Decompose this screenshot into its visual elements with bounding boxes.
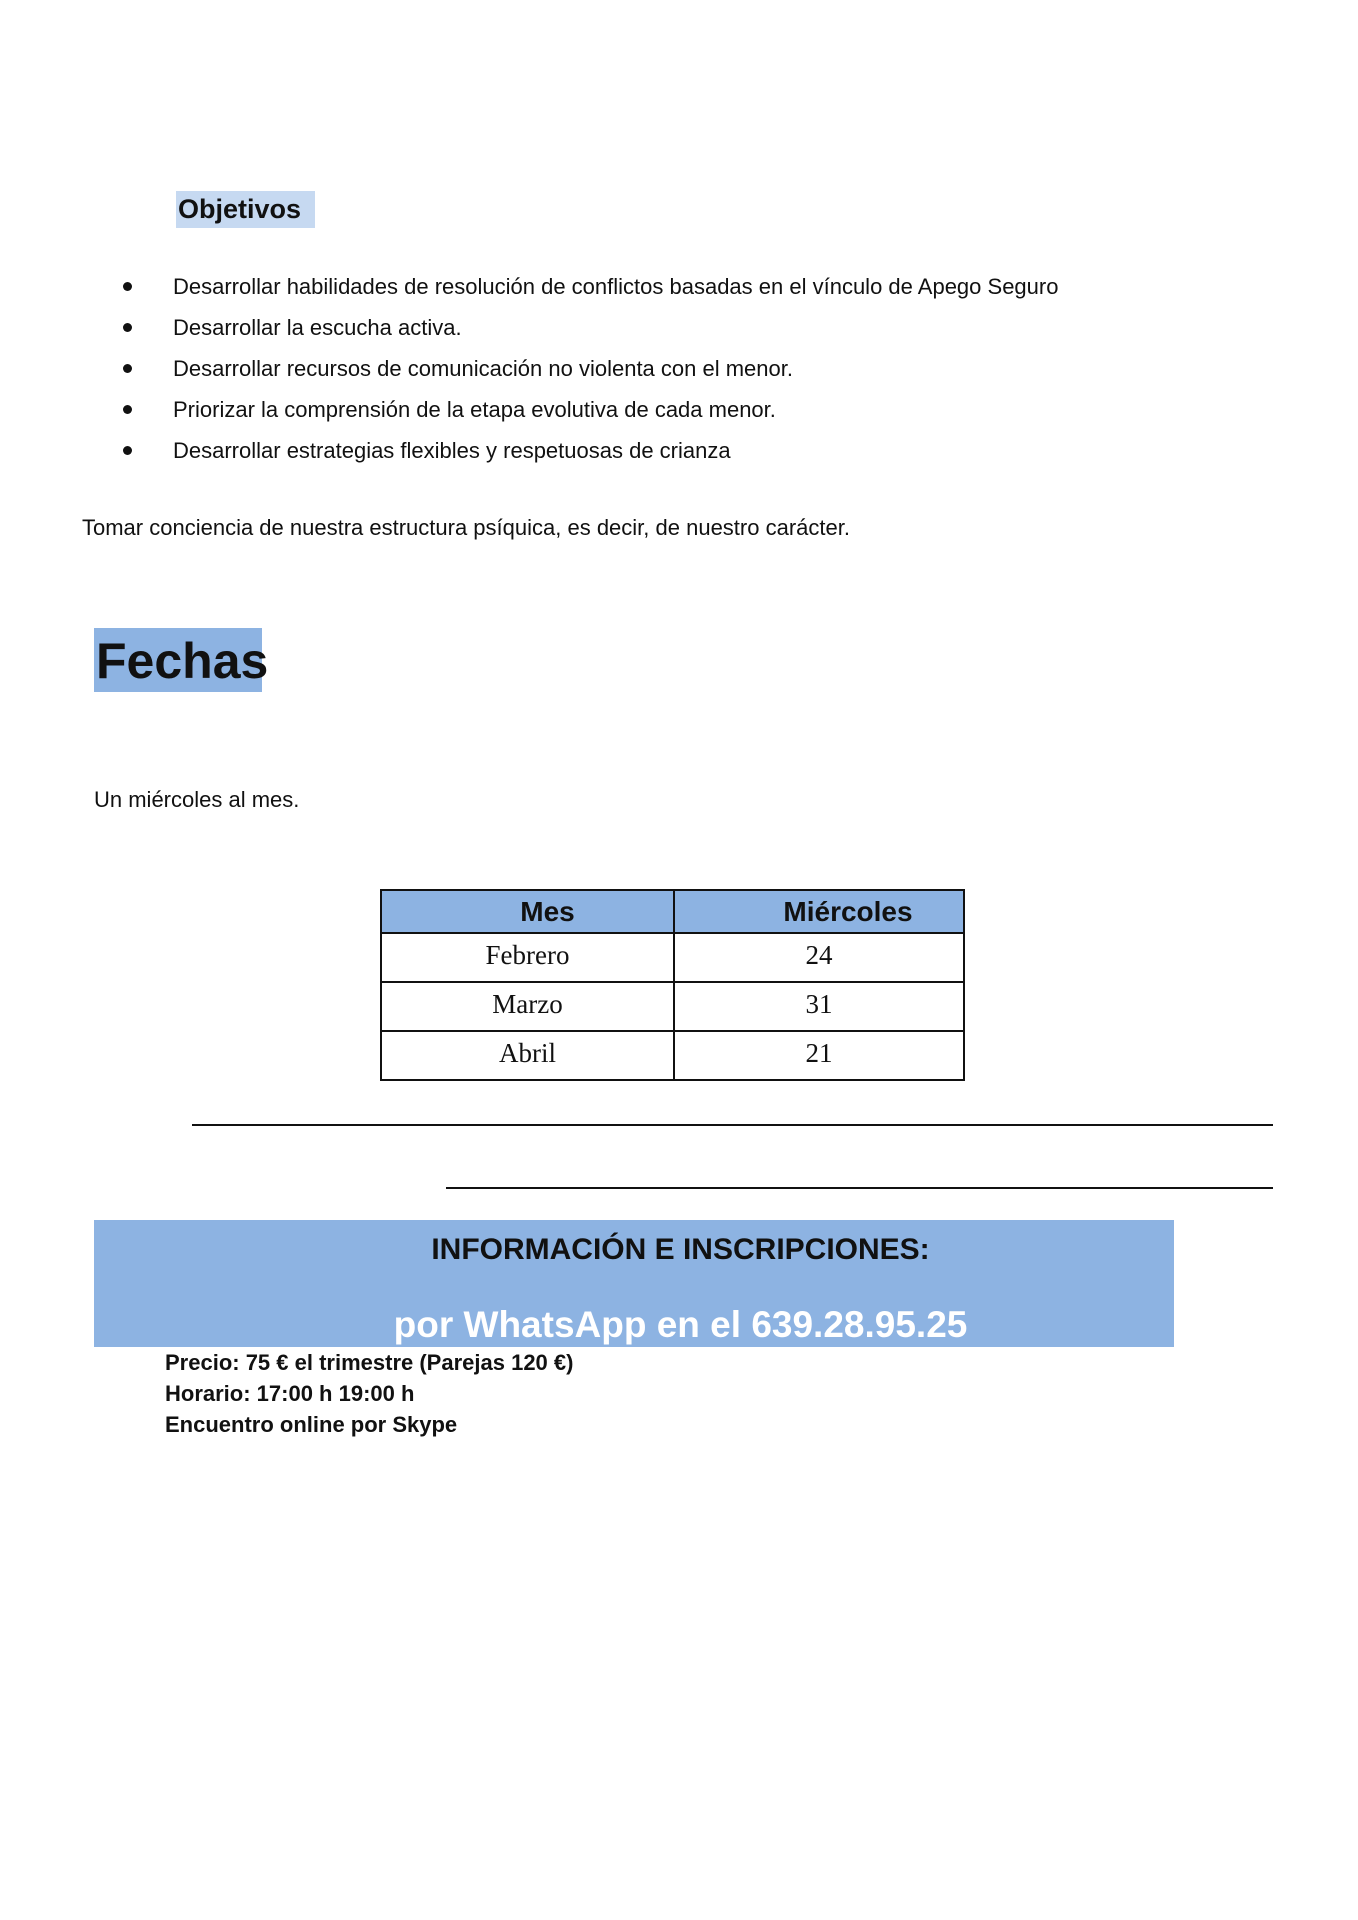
bullet-icon [123, 282, 132, 291]
table-cell-mes: Abril [381, 1031, 674, 1080]
list-item [121, 348, 1058, 389]
table-row [381, 1031, 964, 1080]
bullet-icon [123, 323, 132, 332]
info-title: INFORMACIÓN E INSCRIPCIONES: [431, 1233, 930, 1266]
list-item-text: Desarrollar habilidades de resolución de conflictos basadas en el vínculo de Apego Seguro [173, 274, 1059, 299]
conciencia-paragraph: Tomar conciencia de nuestra estructura psíquica, es decir, de nuestro carácter. [82, 515, 850, 540]
table-header-row [381, 890, 964, 933]
table-row [381, 982, 964, 1031]
details-block [165, 1347, 573, 1440]
objetivos-heading: Objetivos [176, 191, 315, 228]
table-row [381, 933, 964, 982]
precio-text: Precio: 75 € el trimestre (Parejas 120 €) [165, 1350, 574, 1375]
list-item [121, 266, 1058, 307]
divider-line [446, 1187, 1273, 1189]
objetivos-list [121, 266, 1058, 471]
table-cell-mes: Marzo [381, 982, 674, 1031]
column-header-miercoles: Miércoles [674, 890, 964, 933]
fechas-table [380, 889, 965, 1081]
table-cell-mes: Febrero [381, 933, 674, 982]
table-cell-dia: 21 [674, 1031, 964, 1080]
info-banner [94, 1220, 1174, 1347]
whatsapp-contact: por WhatsApp en el 639.28.95.25 [393, 1304, 968, 1345]
list-item-text: Priorizar la comprensión de la etapa evolutiva de cada menor. [173, 397, 776, 422]
fechas-heading: Fechas [94, 628, 262, 692]
column-header-mes: Mes [381, 890, 674, 933]
list-item [121, 430, 1058, 471]
list-item-text: Desarrollar la escucha activa. [173, 315, 462, 340]
encuentro-text: Encuentro online por Skype [165, 1412, 458, 1437]
horario-text: Horario: 17:00 h 19:00 h [165, 1381, 415, 1406]
list-item-text: Desarrollar estrategias flexibles y respetuosas de crianza [173, 438, 731, 463]
fechas-intro: Un miércoles al mes. [94, 787, 300, 812]
divider-line [192, 1124, 1273, 1126]
bullet-icon [123, 446, 132, 455]
table-cell-dia: 31 [674, 982, 964, 1031]
bullet-icon [123, 364, 132, 373]
table-cell-dia: 24 [674, 933, 964, 982]
list-item [121, 307, 1058, 348]
list-item-text: Desarrollar recursos de comunicación no violenta con el menor. [173, 356, 793, 381]
list-item [121, 389, 1058, 430]
bullet-icon [123, 405, 132, 414]
